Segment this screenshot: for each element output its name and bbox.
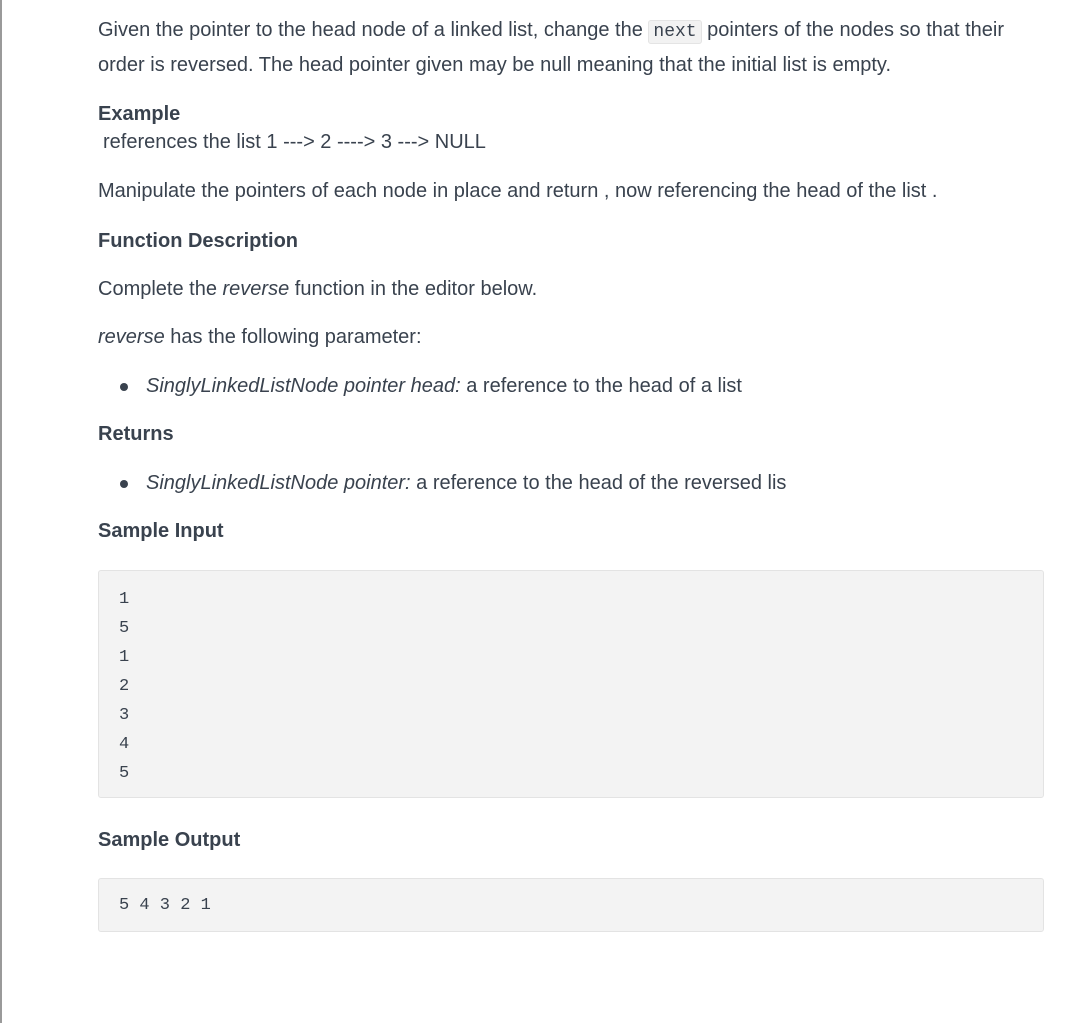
intro-text-continued: pointers of the nodes so that their order is reversed. The head pointer given may be null meaning that the initial list is empty. [98, 19, 1005, 76]
intro-text: Given the pointer to the head node of a linked list, change the [98, 19, 649, 41]
example-text: references the list 1 ---> 2 ----> 3 ---> NULL [103, 131, 486, 153]
code-line: 1 [119, 648, 130, 667]
parameter-intro [98, 324, 1046, 350]
returns-heading: Returns [98, 423, 174, 445]
code-line: 2 [119, 677, 130, 696]
return-description: a reference to the head of the reversed lis [410, 472, 787, 494]
code-line: 1 [119, 590, 130, 609]
code-line: 4 [119, 735, 130, 754]
complete-suffix: function in the editor below. [289, 278, 538, 300]
return-type: SinglyLinkedListNode pointer: [146, 472, 411, 494]
example-heading: Example [98, 103, 181, 125]
sample-output-heading: Sample Output [98, 829, 241, 851]
manipulate-text: Manipulate the pointers of each node in place and return , now referencing the head of the list . [98, 180, 938, 202]
list-item [98, 373, 1046, 399]
code-line: 5 [119, 619, 130, 638]
complete-text [98, 276, 1046, 302]
function-name: reverse [98, 326, 165, 348]
problem-statement [98, 14, 1046, 932]
sample-input-heading: Sample Input [98, 520, 224, 542]
inline-code-next: next [648, 20, 701, 44]
function-description-heading: Function Description [98, 230, 298, 252]
complete-prefix: Complete the [98, 278, 223, 300]
parameter-list [98, 373, 1046, 399]
sample-output-code: 5 4 3 2 1 [119, 896, 211, 915]
sample-output-box [98, 878, 1044, 932]
parameter-description: a reference to the head of a list [460, 375, 742, 397]
list-item [98, 470, 1046, 496]
code-line: 5 [119, 764, 130, 783]
parameter-intro-suffix: has the following parameter: [164, 326, 422, 348]
left-border [0, 0, 2, 1023]
sample-input-code [119, 585, 1043, 788]
parameter-name: SinglyLinkedListNode pointer head: [146, 375, 461, 397]
returns-list [98, 470, 1046, 496]
sample-input-box [98, 570, 1044, 798]
function-name: reverse [222, 278, 290, 300]
code-line: 3 [119, 706, 130, 725]
intro-paragraph [98, 14, 1046, 82]
